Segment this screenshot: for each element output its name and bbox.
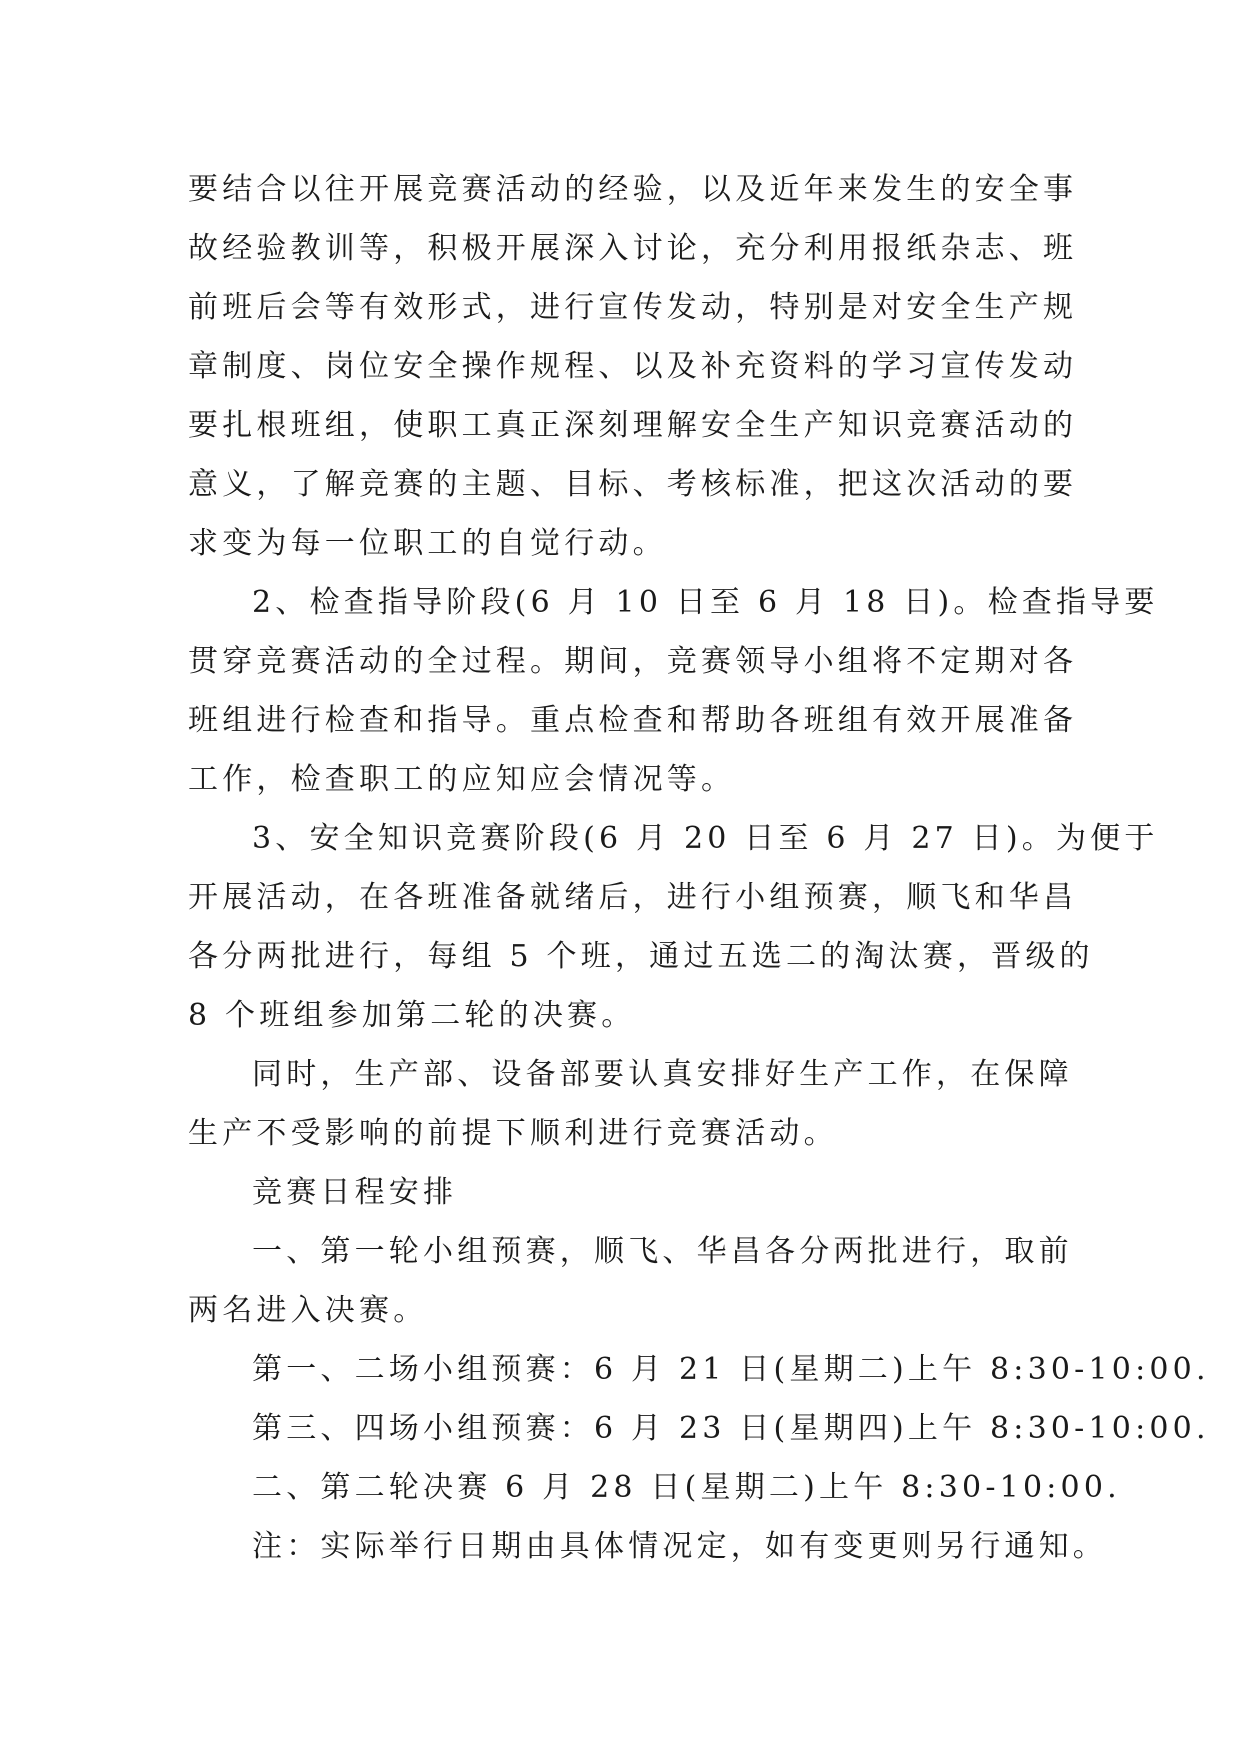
text-line: 第一、二场小组预赛：6 月 21 日(星期二)上午 8:30-10:00.: [252, 1352, 1210, 1387]
text-line: 班组进行检查和指导。重点检查和帮助各班组有效开展准备: [188, 703, 1078, 738]
schedule-item-session-3-4: [188, 1399, 1210, 1458]
paragraph-production-arrangement: [188, 1045, 1073, 1163]
text-line: 二、第二轮决赛 6 月 28 日(星期二)上午 8:30-10:00.: [252, 1470, 1121, 1505]
paragraph-competition-stage: [188, 809, 1159, 1045]
text-line: 贯穿竞赛活动的全过程。期间，竞赛领导小组将不定期对各: [188, 644, 1078, 679]
schedule-item-final: [188, 1458, 1121, 1517]
text-line: 第三、四场小组预赛：6 月 23 日(星期四)上午 8:30-10:00.: [252, 1411, 1210, 1446]
text-line: 两名进入决赛。: [188, 1293, 428, 1328]
text-line: 各分两批进行，每组 5 个班，通过五选二的淘汰赛，晋级的: [188, 939, 1094, 974]
paragraph-publicity: [188, 160, 1078, 573]
text-line: 8 个班组参加第二轮的决赛。: [188, 998, 636, 1033]
text-line: 开展活动，在各班准备就绪后，进行小组预赛，顺飞和华昌: [188, 880, 1078, 915]
text-line: 前班后会等有效形式，进行宣传发动，特别是对安全生产规: [188, 290, 1078, 325]
text-line: 要扎根班组，使职工真正深刻理解安全生产知识竞赛活动的: [188, 408, 1078, 443]
text-line: 要结合以往开展竞赛活动的经验，以及近年来发生的安全事: [188, 172, 1078, 207]
paragraph-first-round: [188, 1222, 1073, 1340]
text-line: 2、检查指导阶段(6 月 10 日至 6 月 18 日)。检查指导要: [252, 585, 1159, 620]
text-line: 注：实际举行日期由具体情况定，如有变更则另行通知。: [252, 1529, 1107, 1564]
text-line: 竞赛日程安排: [252, 1175, 458, 1210]
schedule-item-session-1-2: [188, 1340, 1210, 1399]
text-line: 同时，生产部、设备部要认真安排好生产工作，在保障: [252, 1057, 1073, 1092]
text-line: 求变为每一位职工的自觉行动。: [188, 526, 667, 561]
text-line: 意义，了解竞赛的主题、目标、考核标准，把这次活动的要: [188, 467, 1078, 502]
text-line: 生产不受影响的前提下顺利进行竞赛活动。: [188, 1116, 838, 1151]
text-line: 工作，检查职工的应知应会情况等。: [188, 762, 736, 797]
text-line: 3、安全知识竞赛阶段(6 月 20 日至 6 月 27 日)。为便于: [252, 821, 1159, 856]
document-body: [188, 160, 1210, 1576]
text-line: 一、第一轮小组预赛，顺飞、华昌各分两批进行，取前: [252, 1234, 1073, 1269]
note-paragraph: [188, 1517, 1107, 1576]
section-heading-schedule: [188, 1163, 1068, 1222]
paragraph-inspection-stage: [188, 573, 1159, 809]
text-line: 章制度、岗位安全操作规程、以及补充资料的学习宣传发动: [188, 349, 1078, 384]
text-line: 故经验教训等，积极开展深入讨论，充分利用报纸杂志、班: [188, 231, 1078, 266]
